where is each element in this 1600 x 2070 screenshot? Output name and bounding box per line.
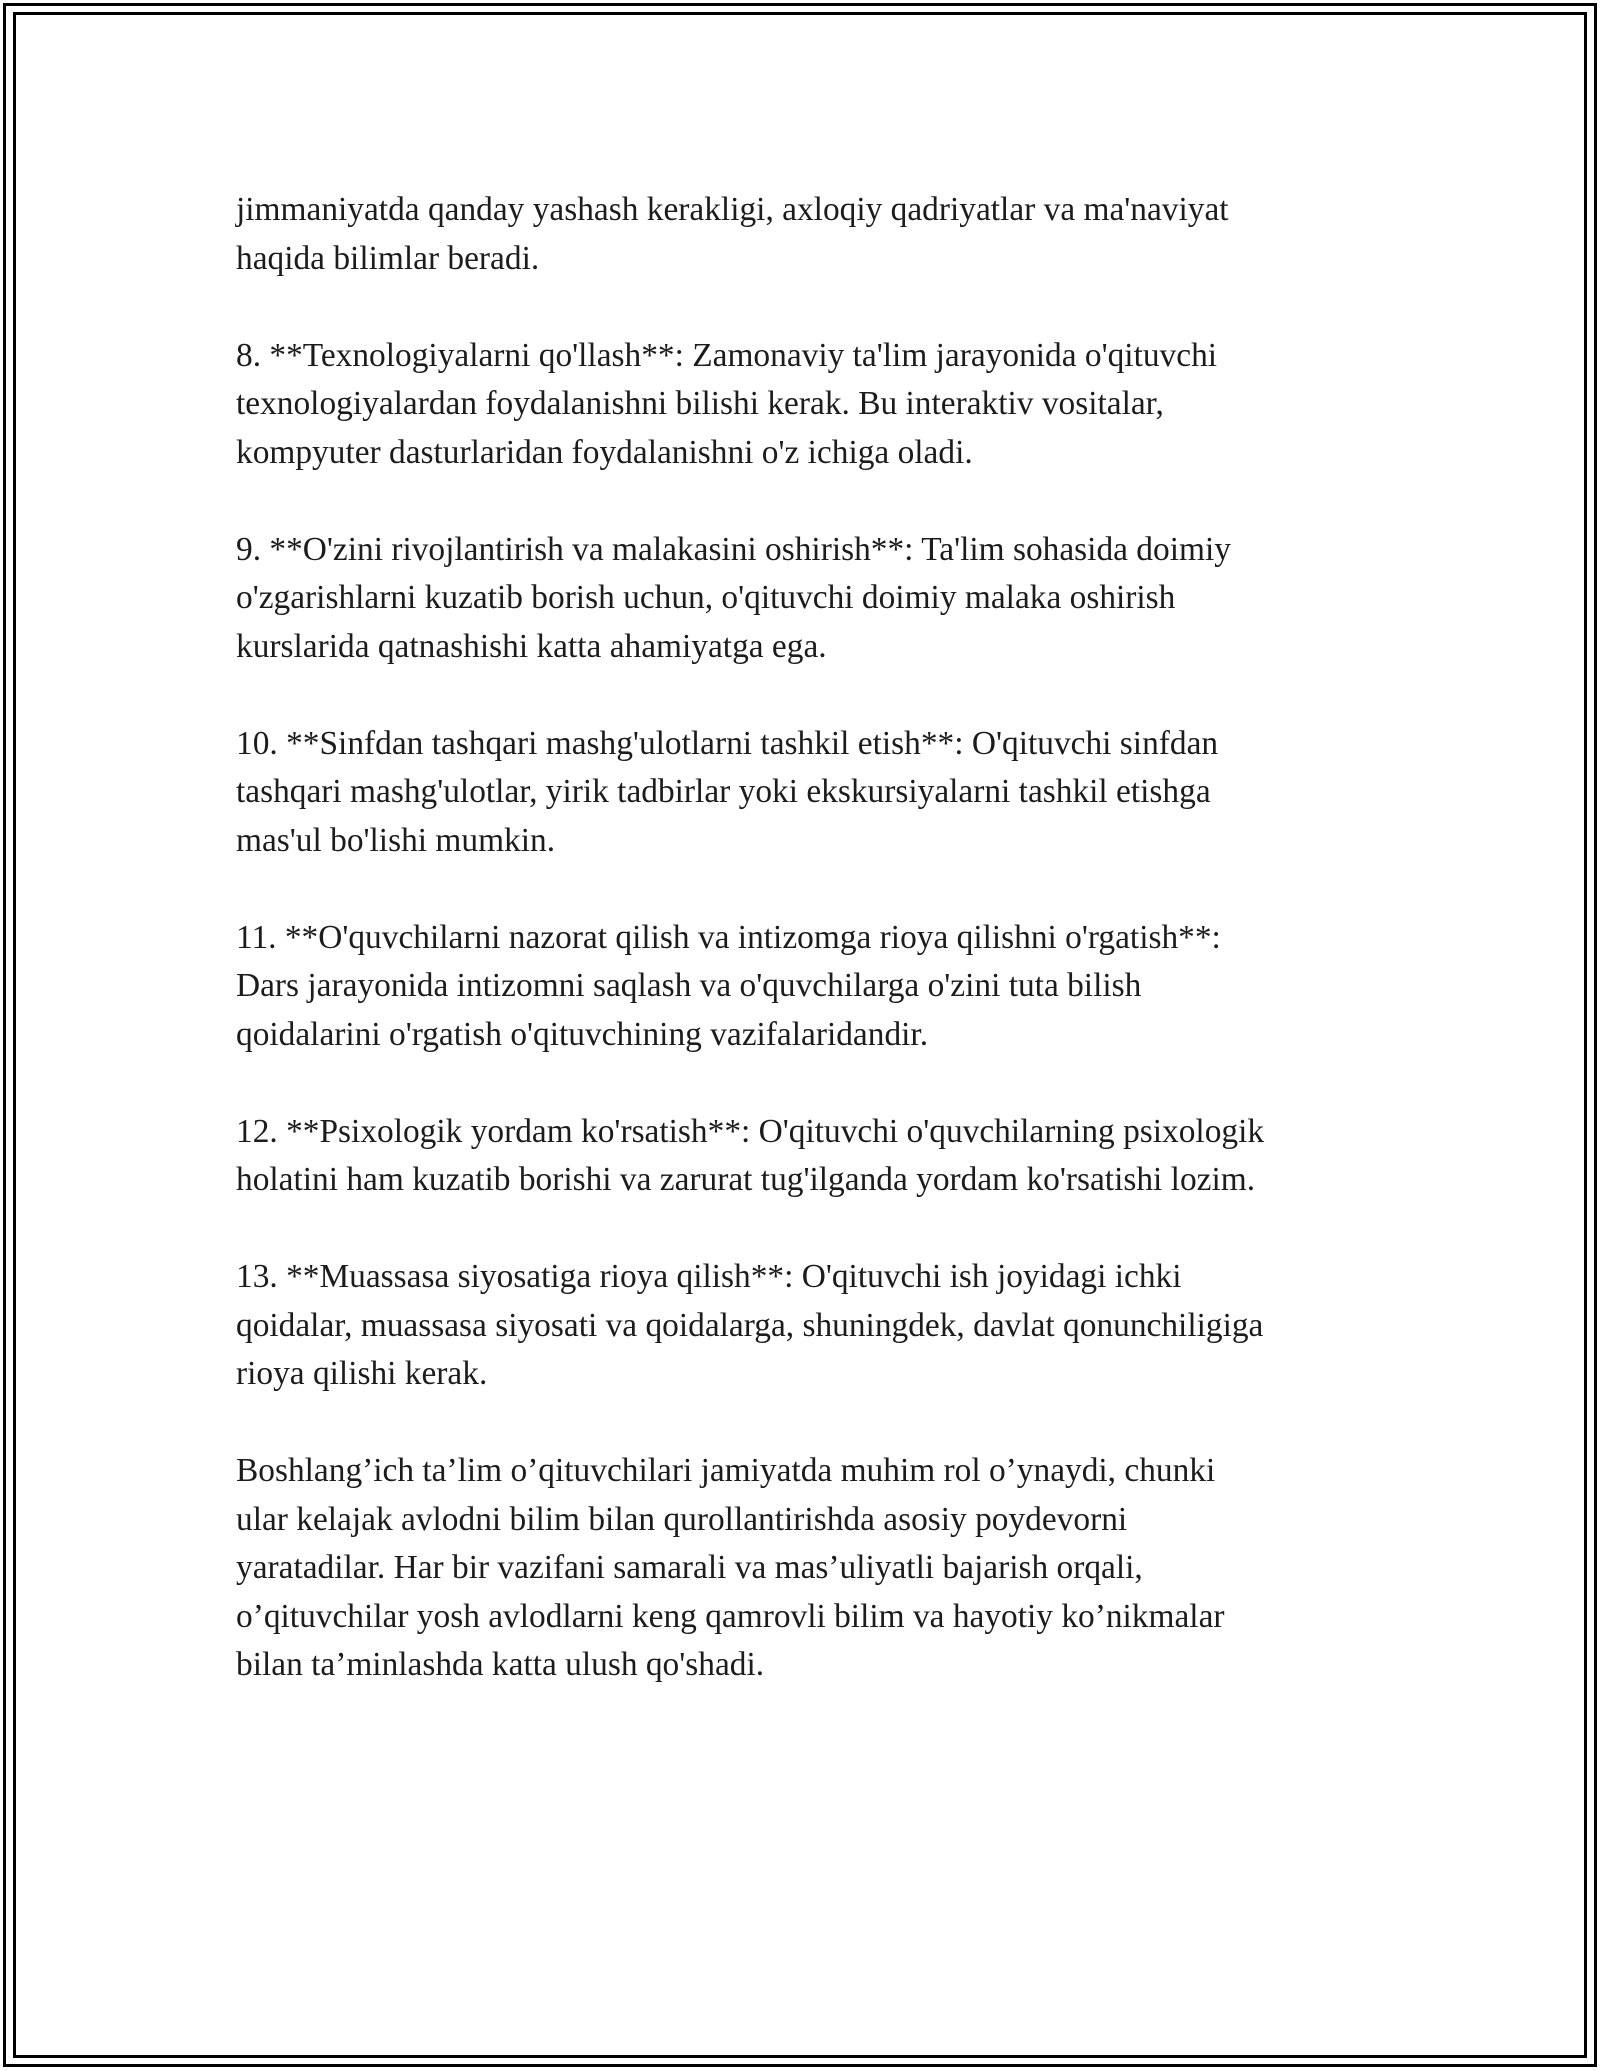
document-body	[236, 186, 1386, 1738]
text-line: 13. **Muassasa siyosatiga rioya qilish**: O'qituvchi ish joyidagi ichki	[236, 1258, 1182, 1295]
text-line: o’qituvchilar yosh avlodlarni keng qamrovli bilim va hayotiy ko’nikmalar	[236, 1597, 1225, 1635]
paragraph-continuation	[236, 186, 1386, 283]
text-line: Dars jarayonida intizomni saqlash va o'quvchilarga o'zini tuta bilish	[236, 967, 1142, 1004]
text-line: kompyuter dasturlaridan foydalanishni o'z ichiga oladi.	[236, 433, 973, 471]
text-line: 11. **O'quvchilarni nazorat qilish va intizomga rioya qilishni o'rgatish**:	[236, 918, 1221, 956]
text-line: bilan ta’minlashda katta ulush qo'shadi.	[236, 1646, 765, 1683]
text-line: 10. **Sinfdan tashqari mashg'ulotlarni tashkil etish**: O'qituvchi sinfdan	[236, 724, 1219, 762]
text-line: 9. **O'zini rivojlantirish va malakasini oshirish**: Ta'lim sohasida doimiy	[236, 530, 1231, 568]
text-line: o'zgarishlarni kuzatib borish uchun, o'qituvchi doimiy malaka oshirish	[236, 579, 1176, 616]
list-item-9	[236, 526, 1386, 672]
text-line: 12. **Psixologik yordam ko'rsatish**: O'qituvchi o'quvchilarning psixologik	[236, 1112, 1265, 1150]
text-line: haqida bilimlar beradi.	[236, 239, 540, 277]
text-line: rioya qilishi kerak.	[236, 1355, 488, 1392]
list-item-13	[236, 1253, 1386, 1399]
text-line: texnologiyalardan foydalanishni bilishi kerak. Bu interaktiv vositalar,	[236, 385, 1164, 422]
paragraph-conclusion	[236, 1447, 1386, 1690]
text-line: qoidalarini o'rgatish o'qituvchining vazifalaridandir.	[236, 1015, 929, 1053]
text-line: tashqari mashg'ulotlar, yirik tadbirlar yoki ekskursiyalarni tashkil etishga	[236, 773, 1211, 810]
text-line: kurslarida qatnashishi katta ahamiyatga ega.	[236, 627, 827, 665]
text-line: Boshlang’ich ta’lim o’qituvchilari jamiyatda muhim rol o’ynaydi, chunki	[236, 1452, 1216, 1489]
text-line: holatini ham kuzatib borishi va zarurat tug'ilganda yordam ko'rsatishi lozim.	[236, 1161, 1256, 1198]
list-item-10	[236, 720, 1386, 866]
list-item-12	[236, 1108, 1386, 1205]
text-line: mas'ul bo'lishi mumkin.	[236, 821, 556, 859]
list-item-11	[236, 914, 1386, 1060]
text-line: ular kelajak avlodni bilim bilan qurollantirishda asosiy poydevorni	[236, 1500, 1128, 1538]
text-line: jimmaniyatda qanday yashash kerakligi, axloqiy qadriyatlar va ma'naviyat	[236, 191, 1229, 228]
text-line: yaratadilar. Har bir vazifani samarali va mas’uliyatli bajarish orqali,	[236, 1549, 1143, 1586]
list-item-8	[236, 332, 1386, 478]
text-line: qoidalar, muassasa siyosati va qoidalarga, shuningdek, davlat qonunchiligiga	[236, 1306, 1264, 1344]
text-line: 8. **Texnologiyalarni qo'llash**: Zamonaviy ta'lim jarayonida o'qituvchi	[236, 336, 1218, 374]
